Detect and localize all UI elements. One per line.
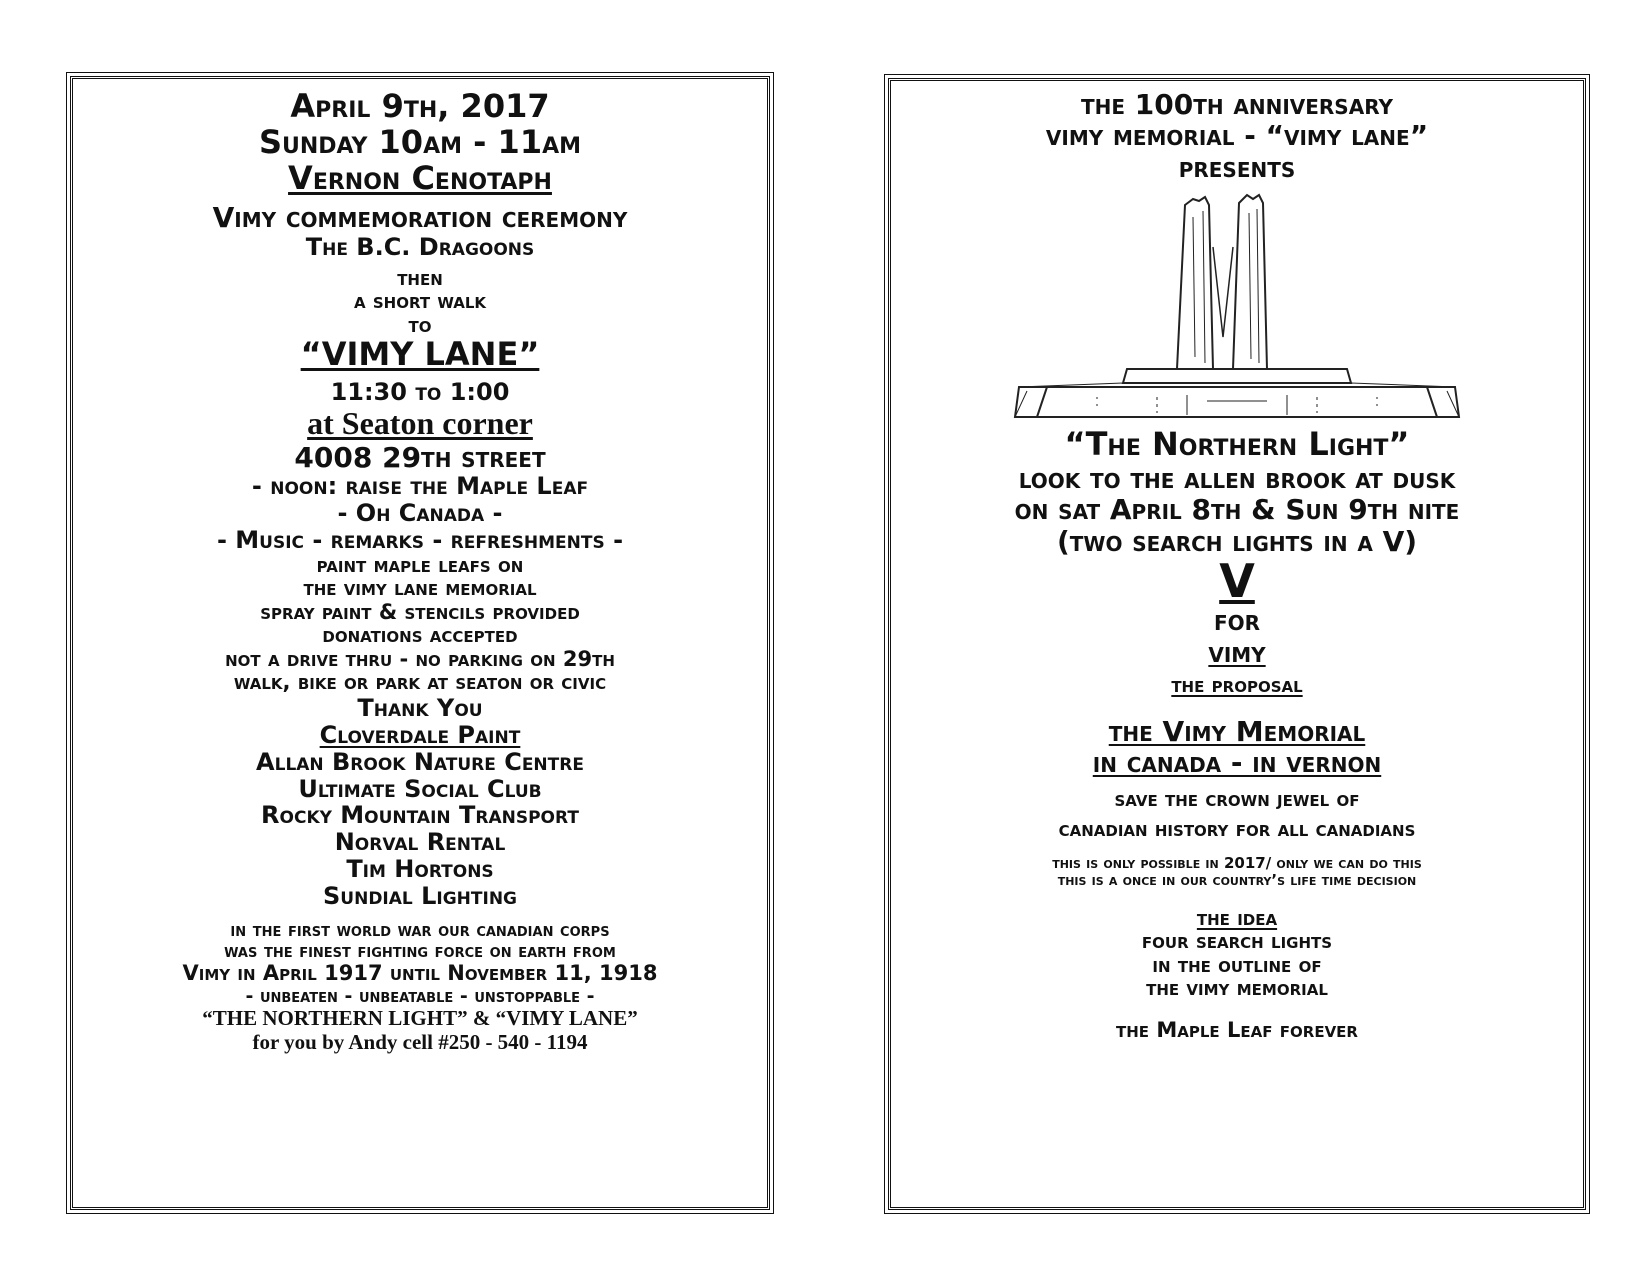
vimy-memorial-icon <box>1007 187 1467 427</box>
sponsor-item: Cloverdale Paint <box>319 720 521 749</box>
sponsor-item: Norval Rental <box>334 828 506 857</box>
memorial-title-line: in canada - in vernon <box>1092 745 1382 779</box>
idea-line: four search lights <box>1141 929 1333 954</box>
sponsor-item: Rocky Mountain Transport <box>261 801 579 830</box>
walk-text: a short walk <box>353 289 487 314</box>
history-block <box>73 920 767 1007</box>
history-line: Vimy in April 1917 until November 11, 1918 <box>182 961 658 986</box>
lane-time: 11:30 to 1:00 <box>330 378 510 407</box>
event-host: The B.C. Dragoons <box>305 232 535 261</box>
northern-light-title: “The Northern Light” <box>1064 425 1410 464</box>
footer-contact: for you by Andy cell #250 - 540 - 1194 <box>252 1029 588 1054</box>
sponsor-item: Tim Hortons <box>346 855 494 884</box>
header-line: presents <box>1178 150 1296 184</box>
to-text: to <box>408 312 432 337</box>
event-name: Vimy commemoration ceremony <box>212 201 628 235</box>
street-address: 4008 29th street <box>294 440 546 474</box>
sponsor-item: Allan Brook Nature Centre <box>256 747 584 776</box>
activity-item: - Music - remarks - refreshments - <box>216 525 624 554</box>
proposal-heading: the proposal <box>1171 673 1303 697</box>
thank-you: Thank You <box>357 693 483 722</box>
description-line: on sat April 8th & Sun 9th nite <box>1014 493 1460 527</box>
header-line: vimy memorial - “vimy lane” <box>1045 119 1429 153</box>
header-line: the 100th anniversary <box>1081 88 1393 121</box>
activity-item: - Oh Canada - <box>337 499 503 528</box>
then-text: then <box>397 265 443 290</box>
activity-item: donations accepted <box>322 623 518 648</box>
activity-item: spray paint & stencils provided <box>260 599 580 624</box>
idea-heading: the idea <box>1196 905 1278 930</box>
for-text: for <box>1213 604 1261 638</box>
decision-line: this is only possible in 2017/ only we can do this <box>1052 854 1422 873</box>
activity-item: walk, bike or park at seaton or civic <box>233 670 607 695</box>
corner-location: at Seaton corner <box>307 404 533 441</box>
activity-item: not a drive thru - no parking on 29th <box>225 646 615 671</box>
left-flyer-panel <box>70 76 770 1210</box>
activity-item: paint maple leafs on <box>316 552 524 577</box>
v-letter: V <box>1219 553 1255 608</box>
sponsor-item: Sundial Lighting <box>323 882 517 910</box>
event-date: April 9th, 2017 <box>290 87 550 125</box>
event-location: Vernon Cenotaph <box>288 158 552 197</box>
idea-line: in the outline of <box>1152 952 1322 977</box>
event-time: Sunday 10am - 11am <box>258 122 582 161</box>
memorial-title-line: the Vimy Memorial <box>1108 714 1366 748</box>
activity-item: the vimy lane memorial <box>303 576 537 601</box>
save-line: save the crown jewel of <box>1114 787 1360 812</box>
idea-line: the vimy memorial <box>1146 976 1328 1001</box>
description-line: look to the allen brook at dusk <box>1018 461 1456 495</box>
history-line: in the first world war our canadian corps <box>230 918 610 941</box>
right-flyer-panel <box>888 78 1586 1210</box>
history-line: - unbeaten - unbeatable - unstoppable - <box>245 984 595 1007</box>
closing-line: the Maple Leaf forever <box>1116 1017 1358 1042</box>
sponsor-item: Ultimate Social Club <box>298 774 542 803</box>
history-line: was the finest fighting force on earth from <box>224 940 616 963</box>
description-line: (two search lights in a V) <box>1056 524 1418 558</box>
sponsor-list <box>73 722 767 910</box>
footer-title: “THE NORTHERN LIGHT” & “VIMY LANE” <box>202 1006 638 1031</box>
save-line: canadian history for all canadians <box>1058 816 1416 841</box>
vimy-lane-heading: “VIMY LANE” <box>300 335 540 374</box>
decision-line: this is a once in our country’s life time decision <box>1057 871 1417 890</box>
activity-item: - noon: raise the Maple Leaf <box>251 472 589 501</box>
vimy-text: vimy <box>1208 635 1266 669</box>
activities-list <box>73 473 767 695</box>
